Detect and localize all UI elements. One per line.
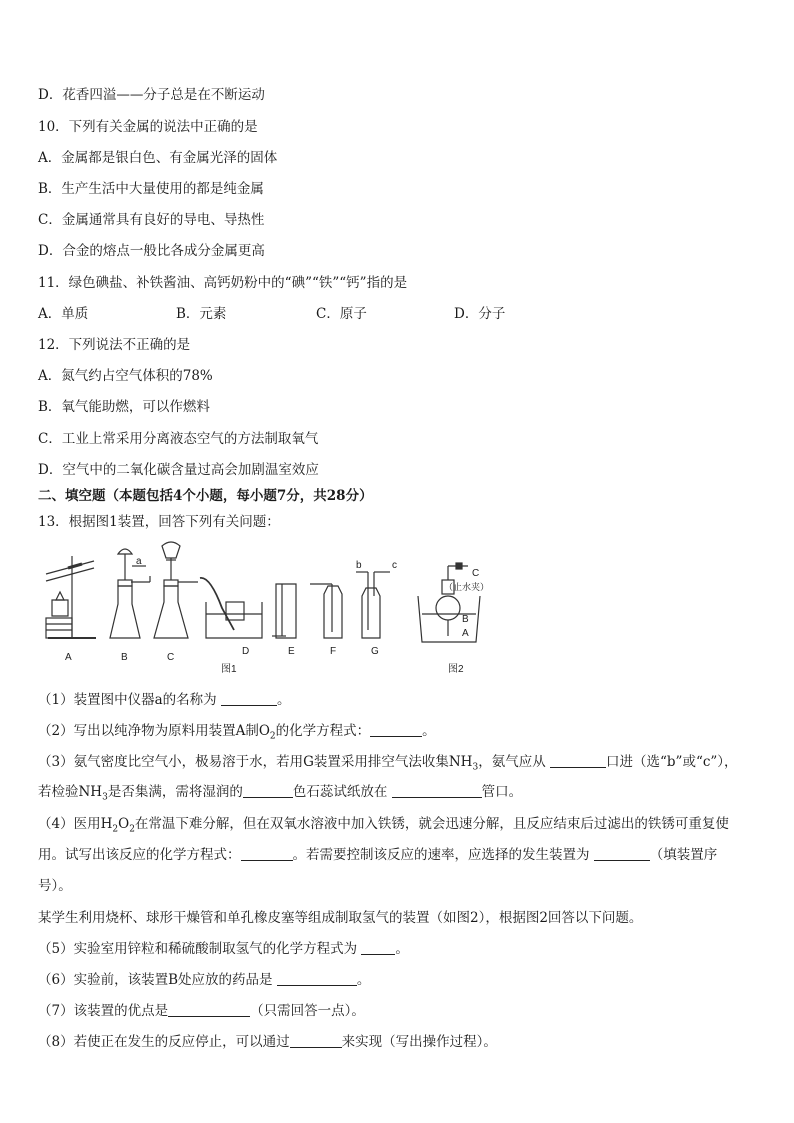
blank-1[interactable] bbox=[221, 691, 277, 706]
q12-option-a: A．氮气约占空气体积的78% bbox=[38, 368, 213, 384]
label-a: A bbox=[65, 652, 72, 663]
label-c: C bbox=[167, 652, 175, 663]
label-f: F bbox=[330, 646, 337, 657]
blank-3b[interactable] bbox=[243, 783, 293, 798]
apparatus-fig2 bbox=[418, 563, 480, 642]
q10-stem: 10．下列有关金属的说法中正确的是 bbox=[38, 119, 258, 135]
q13-part3-line1: （3）氨气密度比空气小，极易溶于水，若用G装置采用排空气法收集$NH_3$，氨气应从 口进（选“b”或“c”）， bbox=[38, 754, 738, 773]
blank-3c[interactable] bbox=[392, 783, 482, 798]
q10-option-c: C．金属通常具有良好的导电、导热性 bbox=[38, 212, 265, 228]
q12-option-d: D．空气中的二氧化碳含量过高会加剧温室效应 bbox=[38, 462, 319, 478]
q13-part3-line2: 若检验$NH_3$是否集满，需将湿润的 色石蕊试纸放在 管口。 bbox=[38, 784, 523, 803]
q12-stem: 12．下列说法不正确的是 bbox=[38, 337, 191, 353]
apparatus-f bbox=[310, 584, 342, 638]
label-g: G bbox=[371, 646, 379, 657]
blank-6[interactable] bbox=[277, 971, 357, 986]
label-e: E bbox=[288, 646, 295, 657]
blank-2[interactable] bbox=[370, 722, 422, 737]
blank-4b[interactable] bbox=[594, 846, 650, 861]
q12-option-c: C．工业上常采用分离液态空气的方法制取氧气 bbox=[38, 431, 319, 447]
q13-stem: 13．根据图1装置，回答下列有关问题： bbox=[38, 514, 280, 530]
apparatus-figure bbox=[38, 536, 528, 678]
q13-part4-line2: 用。试写出该反应的化学方程式： 。若需要控制该反应的速率，应选择的发生装置为 （填装置序 bbox=[38, 847, 718, 863]
blank-5[interactable] bbox=[361, 940, 395, 955]
caption-fig1: 图1 bbox=[221, 664, 237, 675]
q13-part1: （1）装置图中仪器a的名称为 。 bbox=[38, 692, 291, 708]
apparatus-c bbox=[154, 542, 198, 638]
label-clamp: （止水夹） bbox=[444, 582, 490, 592]
blank-4a[interactable] bbox=[241, 846, 293, 861]
q11-options bbox=[38, 302, 505, 322]
q11-option-b: B．元素 bbox=[176, 306, 227, 322]
label-fig2-a: A bbox=[462, 628, 469, 639]
blank-8[interactable] bbox=[290, 1033, 342, 1048]
apparatus-d bbox=[200, 578, 262, 638]
label-instrument-a: a bbox=[136, 556, 142, 567]
apparatus-g bbox=[356, 572, 390, 638]
q13-part6: （6）实验前，该装置B处应放的药品是 。 bbox=[38, 972, 371, 988]
q13-part5: （5）实验室用锌粒和稀硫酸制取氢气的化学方程式为 。 bbox=[38, 941, 409, 957]
q10-option-d: D．合金的熔点一般比各成分金属更高 bbox=[38, 243, 265, 259]
caption-fig2: 图2 bbox=[448, 664, 464, 675]
blank-7[interactable] bbox=[168, 1002, 250, 1017]
section-title: 二、填空题（本题包括4个小题，每小题7分，共28分） bbox=[38, 488, 373, 504]
q9-option-d: D．花香四溢——分子总是在不断运动 bbox=[38, 87, 265, 103]
q10-option-a: A．金属都是银白色、有金属光泽的固体 bbox=[38, 150, 278, 166]
q13-part4-line3: 号）。 bbox=[38, 878, 72, 894]
q11-option-c: C．原子 bbox=[316, 306, 367, 322]
q13-fig2-intro: 某学生利用烧杯、球形干燥管和单孔橡皮塞等组成制取氢气的装置（如图2），根据图2回答以下问题。 bbox=[38, 910, 643, 926]
q11-option-a: A．单质 bbox=[38, 306, 89, 322]
apparatus-a bbox=[46, 556, 96, 638]
q13-part4-line1: （4）医用$H_2O_2$在常温下难分解，但在双氧水溶液中加入铁锈，就会迅速分解，且反应结束后过滤出的铁锈可重复使 bbox=[38, 816, 729, 835]
label-fig2-c: C bbox=[472, 568, 480, 579]
q11-stem: 11．绿色碘盐、补铁酱油、高钙奶粉中的“碘”“铁”“钙”指的是 bbox=[38, 275, 408, 291]
q13-part8: （8）若使正在发生的反应停止，可以通过 来实现（写出操作过程）。 bbox=[38, 1034, 497, 1050]
label-port-b: b bbox=[356, 560, 362, 571]
label-d: D bbox=[242, 646, 250, 657]
q10-option-b: B．生产生活中大量使用的都是纯金属 bbox=[38, 181, 264, 197]
apparatus-b bbox=[110, 549, 150, 638]
q11-option-d: D．分子 bbox=[454, 306, 506, 322]
q12-option-b: B．氧气能助燃，可以作燃料 bbox=[38, 399, 210, 415]
q13-part2: （2）写出以纯净物为原料用装置A制$O_2$的化学方程式： 。 bbox=[38, 723, 436, 742]
blank-3a[interactable] bbox=[550, 753, 606, 768]
q13-part7: （7）该装置的优点是 （只需回答一点）。 bbox=[38, 1003, 365, 1019]
label-b: B bbox=[121, 652, 128, 663]
label-port-c: c bbox=[392, 560, 397, 571]
label-fig2-b: B bbox=[462, 614, 469, 625]
apparatus-e bbox=[272, 584, 296, 638]
